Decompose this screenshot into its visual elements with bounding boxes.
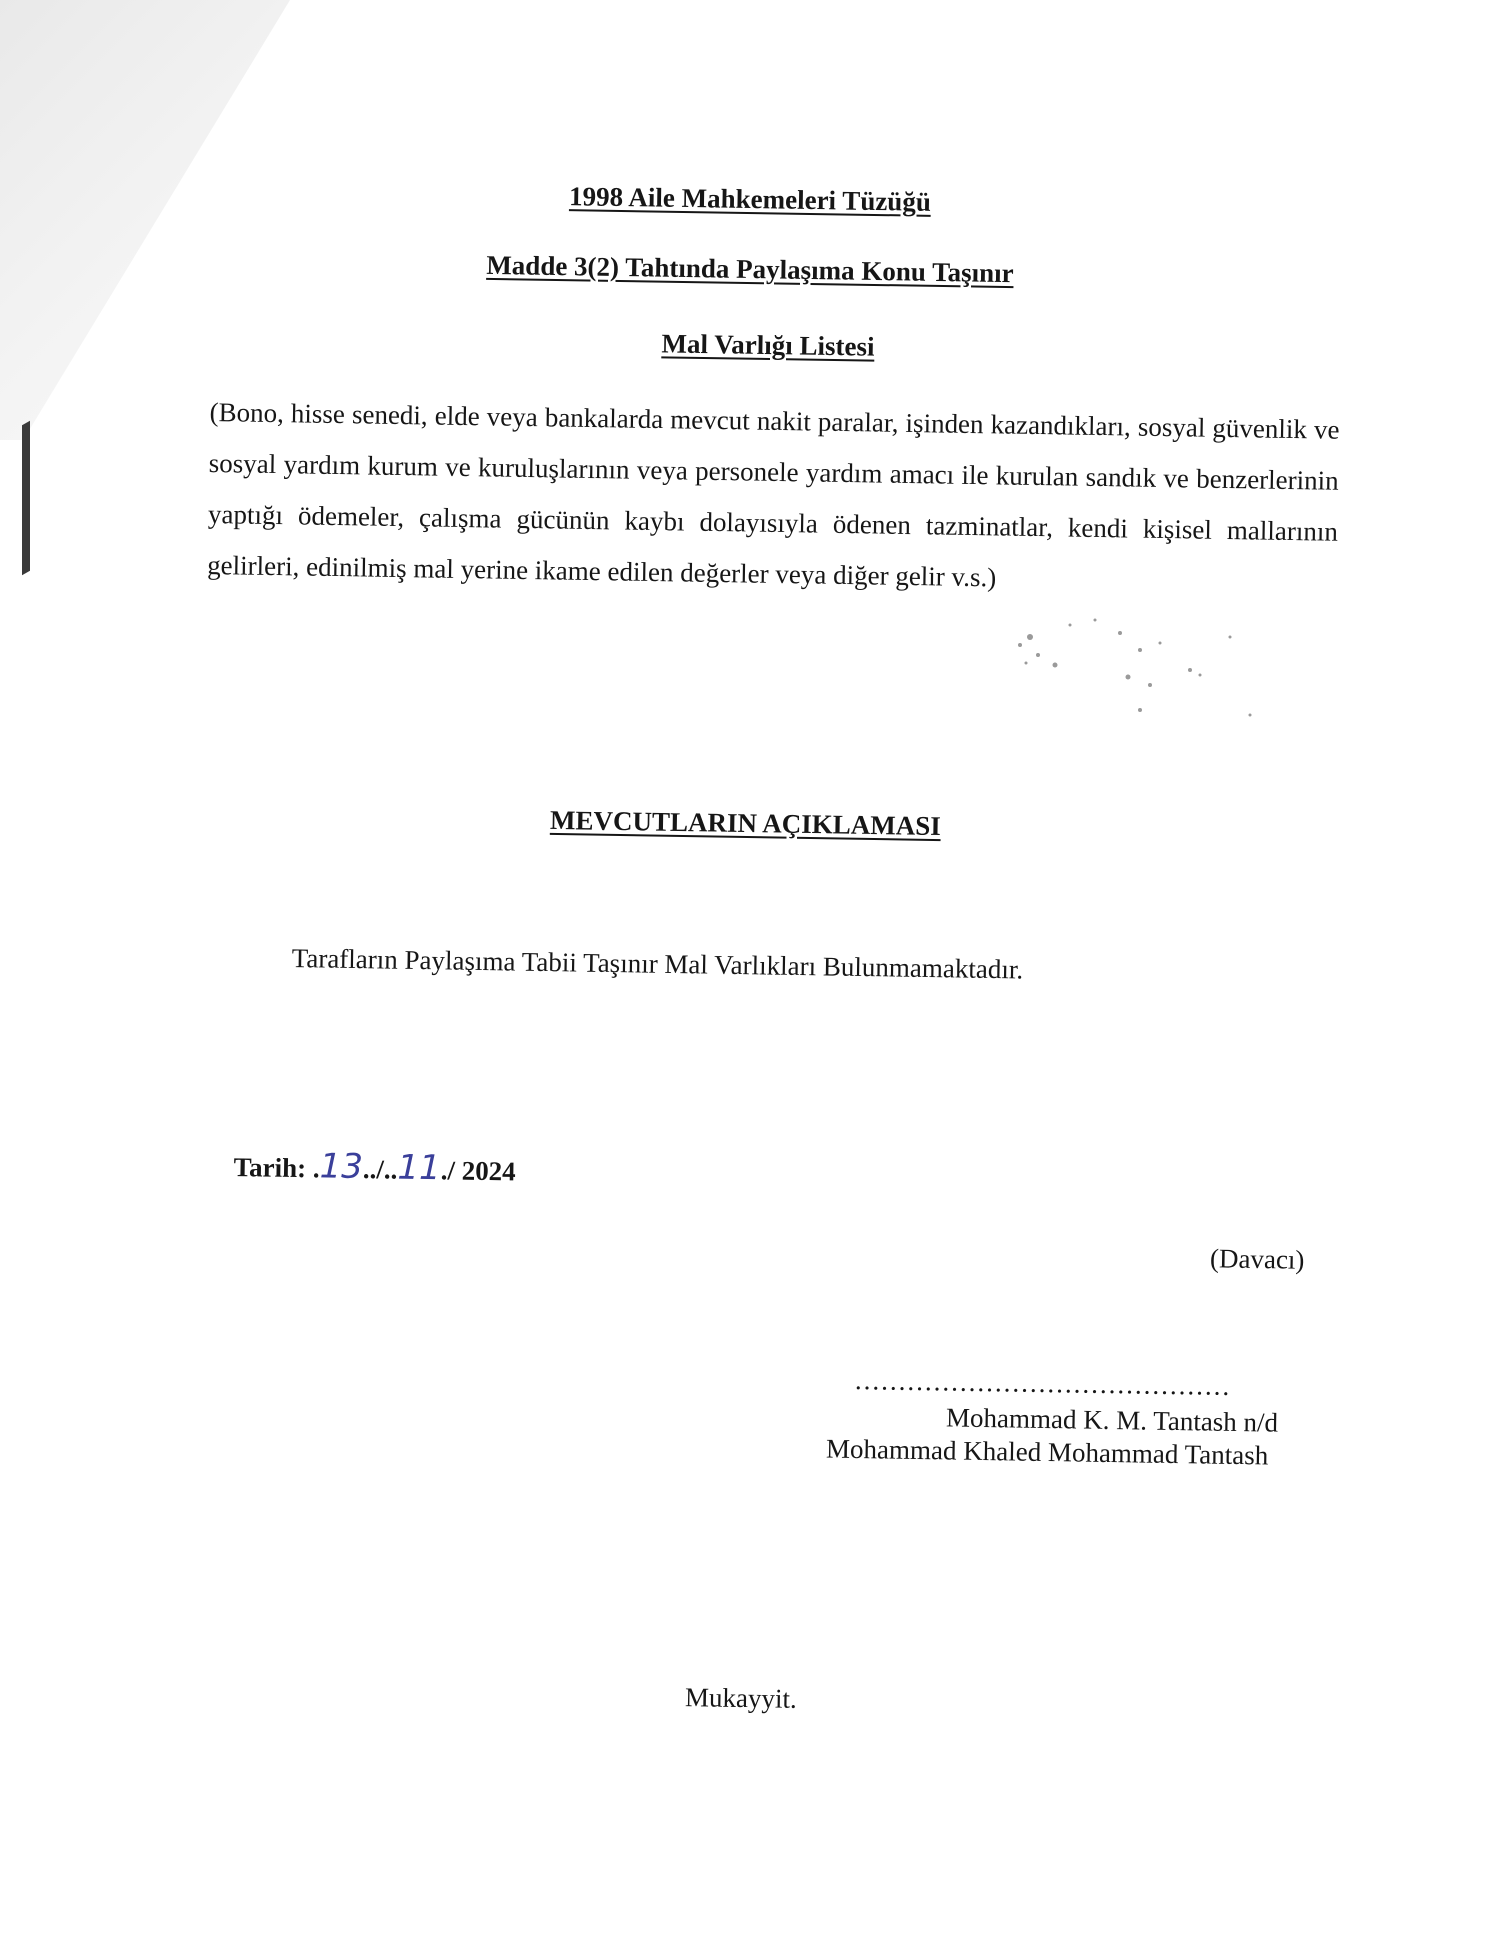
date-year: / 2024 bbox=[447, 1155, 516, 1187]
folded-corner bbox=[0, 0, 290, 440]
date-dots: .. bbox=[383, 1154, 398, 1185]
assets-statement: Tarafların Paylaşıma Tabii Taşınır Mal Varlıkları Bulunmamaktadır. bbox=[291, 943, 1024, 985]
date-line bbox=[233, 1145, 516, 1189]
heading-regulation: 1998 Aile Mahkemeleri Tüzüğü bbox=[568, 181, 932, 217]
signatory-name-short: Mohammad K. M. Tantash n/d bbox=[945, 1402, 1279, 1438]
date-label: Tarih: bbox=[233, 1151, 307, 1184]
faded-stamp-marks bbox=[1000, 615, 1270, 725]
plaintiff-label: (Davacı) bbox=[1209, 1243, 1305, 1275]
intro-paragraph: (Bono, hisse senedi, elde veya bankalarda mevcut nakit paralar, işinden kazandıkları, sosyal güvenlik ve sosyal yardım kurum ve kuruluşlarının veya personele yardım amacı ile kurulan sandık ve benzerlerinin yaptığı ödemeler, çalışma gücünün kaybı dolayısıyla ödenen tazminatlar, kendi kişisel mallarının gelirleri, edinilmiş mal yerine ikame edilen değerler veya diğer gelir v.s.) bbox=[206, 396, 1340, 593]
signature-line: ........................................... bbox=[854, 1365, 1232, 1401]
section-title: MEVCUTLARIN AÇIKLAMASI bbox=[549, 804, 942, 842]
date-separator: / bbox=[376, 1154, 385, 1185]
fold-shadow bbox=[22, 421, 30, 576]
heading-article: Madde 3(2) Tahtında Paylaşıma Konu Taşınır bbox=[486, 249, 1014, 289]
date-dots: . bbox=[312, 1153, 320, 1184]
handwritten-month: 11 bbox=[397, 1147, 442, 1189]
date-dots: . bbox=[440, 1155, 448, 1186]
signatory-name-full: Mohammad Khaled Mohammad Tantash bbox=[825, 1433, 1269, 1471]
heading-asset-list: Mal Varlığı Listesi bbox=[661, 328, 875, 362]
handwritten-day: 13 bbox=[319, 1146, 364, 1188]
registrar-note: Mukayyit. bbox=[684, 1682, 797, 1714]
date-dots: .. bbox=[362, 1154, 377, 1185]
